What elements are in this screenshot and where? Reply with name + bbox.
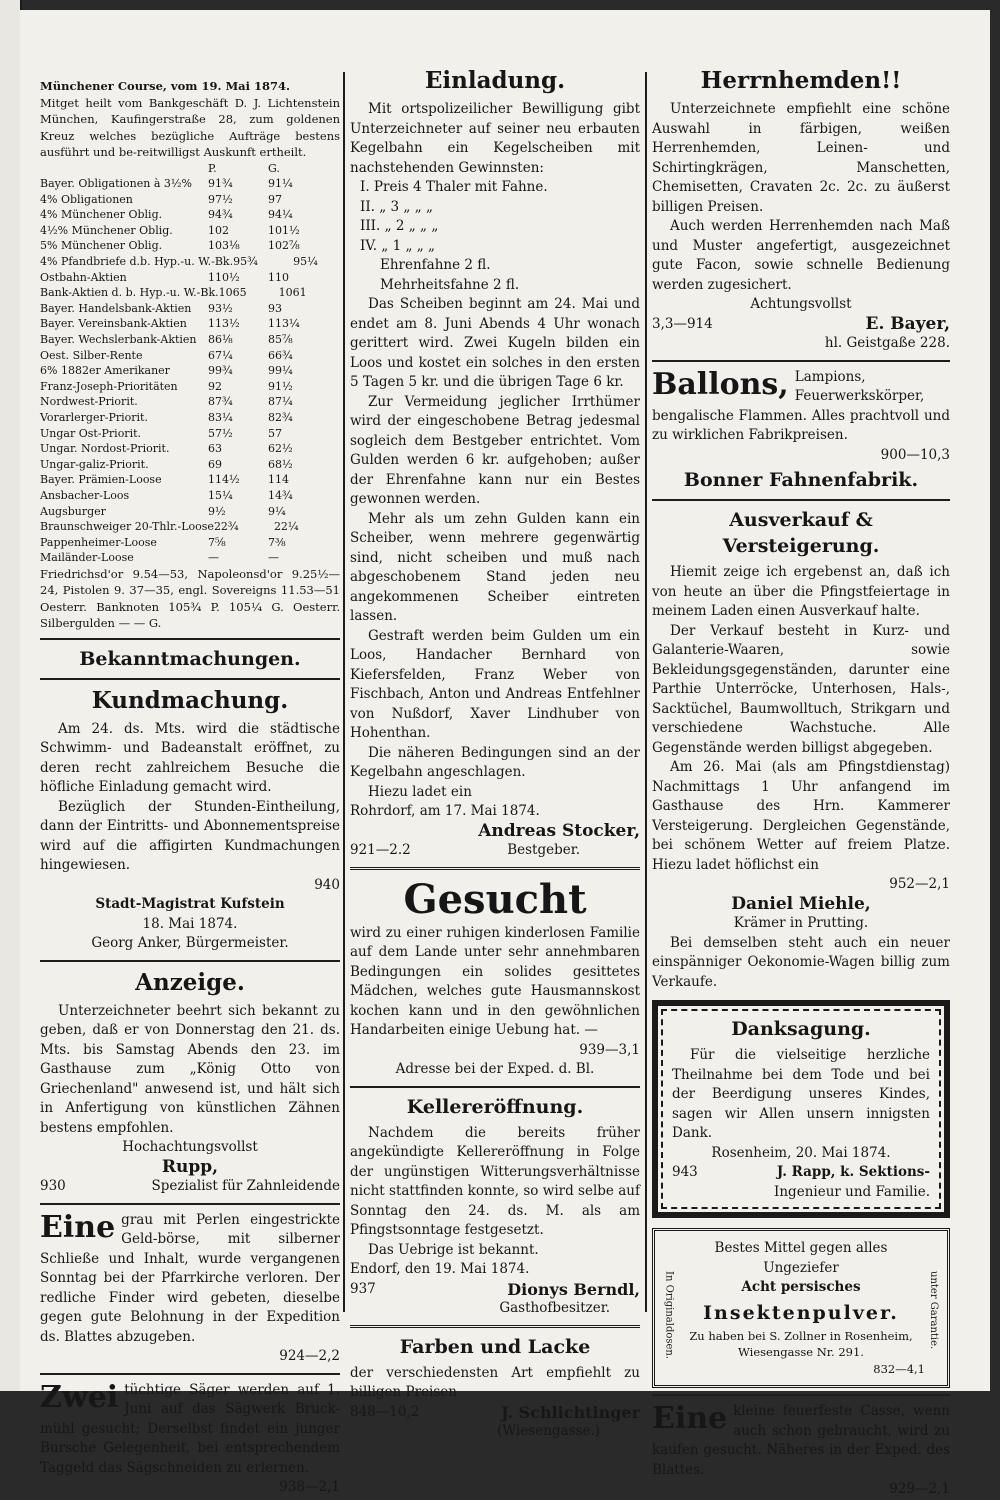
anzeige-greeting: Hochachtungsvollst [122,1139,258,1156]
einladung-text-1: Mit ortspolizeilicher Bewilligung gibt Unterzeichneter auf seiner neu erbauten Kegelbahn ein Kegelscheiben mit nachstehenden Gewinnsten: [350,101,640,176]
rate-p: 69 [208,457,222,471]
insektenpulver-number: 832—4,1 [873,1361,925,1376]
keller-name: Dionys Berndl, [507,1279,640,1299]
rate-g: 22¼ [273,520,299,534]
rate-g: 62½ [268,442,293,456]
eine-ad [40,1211,340,1367]
einladung-invite: Hiezu ladet ein [368,783,472,800]
rate-row [40,519,340,535]
herrnhemden-address: hl. Geistgaße 228. [824,335,950,351]
ballons-number: 900—10,3 [880,446,950,463]
rate-g: 93 [268,301,282,315]
rate-row [40,472,340,488]
rate-name: Bayer. Prämien-Loose [40,473,162,487]
rate-name: Ungar Ost-Priorit. [40,426,142,440]
herrnhemden-greeting: Achtungsvollst [750,296,852,312]
danksagung-date: Rosenheim, 20. Mai 1874. [711,1144,891,1161]
rate-g: 87¼ [268,395,293,409]
rate-p: 57½ [208,426,233,440]
rate-row [40,488,340,504]
zwei-big-word: Zwei [40,1379,119,1415]
danksagung-role: Ingenieur und Familie. [774,1183,930,1200]
rate-row [40,254,340,270]
column-3 [652,60,950,1500]
herrnhemden-text-1: Unterzeichnete empfiehlt eine schöne Auswahl in färbigen, weißen Herrenhemden, Leinen- und Schirtingkrägen, Manschetten, Chemisetten, Cravaten 2c. 2c. zu äußerst billigen Preisen. [652,101,950,215]
rate-g: 91¼ [268,177,293,191]
rate-row [40,285,340,301]
ausverkauf-text-4: Bei demselben steht auch ein neuer einspänniger Oekonomie-Wagen billig zum Verkaufe. [652,934,950,990]
rate-g: 110 [268,270,289,284]
rate-p: 63 [208,442,222,456]
rate-g: 66¾ [268,348,293,362]
rate-g: 85⅞ [268,333,293,347]
anzeige-title: Anzeige. [135,968,245,996]
rate-g: 95¼ [293,255,318,269]
rate-p: 99¾ [208,364,233,378]
einladung-text-5: Gestraft werden beim Gulden um ein Loos, Handacher Bernhard von Kiefersfelden, Franz Weber von Fischbach, Anton und Andreas Entfehlner von Nußdorf, Xaver Lindhuber von Hohenthan. [350,627,640,741]
keller-text-2: Das Uebrige ist bekannt. [368,1241,539,1258]
herrnhemden-name: E. Bayer, [865,313,950,334]
rate-name: Franz-Joseph-Prioritäten [40,379,178,393]
farben-name: J. Schlichtinger [501,1402,640,1422]
ausverkauf-text-1: Hiemit zeige ich ergebenst an, daß ich von heute an über die Pfingstfeiertage in meinem Laden einen Ausverkauf halte. [652,564,950,619]
farben-text: der verschiedensten Art empfiehlt zu billigen Preisen [350,1364,640,1400]
rate-row [40,504,340,520]
kundmachung-name: Georg Anker, Bürgermeister. [91,935,289,952]
rate-g: 94¼ [268,208,293,222]
ballons-text: Lampions, Feuerwerkskörper, bengalische Flammen. Alles prachtvoll und zu wirklichen Fabrikpreisen. [652,368,950,443]
keller-number: 937 [350,1280,376,1297]
rate-p: 92 [208,379,222,393]
danksagung-name: J. Rapp, k. Sektions- [776,1164,930,1180]
rate-name: 5% Münchener Oblig. [40,239,163,253]
prize-item: II. „ 3 „ „ „ [360,198,433,215]
kundmachung-signature: Stadt-Magistrat Kufstein [95,896,285,913]
rate-g: — [268,551,279,565]
rate-name: Bayer. Wechslerbank-Aktien [40,333,197,347]
rate-row [40,457,340,473]
rate-p: 113½ [208,317,240,331]
column-rule-1 [343,72,345,1312]
rate-p: 102 [208,223,229,237]
column-2 [350,60,640,1442]
einladung-text-2: Das Scheiben beginnt am 24. Mai und endet am 8. Juni Abends 4 Uhr wonach gerittert wird. Zwei Kugeln bilden ein Loos und kostet ein solches in den ersten 5 Tagen 5 kr. und die übrigen Tage 6 kr. [350,296,640,390]
eine-text: grau mit Perlen eingestrickte Geld-börse, mit silberner Schließe und Inhalt, wurde vergangenen Sonntag bei der Pfarrkirche verloren. Der redliche Finder wird gebeten, dieselbe gegen gute Belohnung in der Expedition ds. Blattes abzugeben. [40,1211,340,1345]
rate-name: Ungar-galiz-Priorit. [40,457,149,471]
rate-g: 7⅜ [268,535,286,549]
rate-g: 57 [268,426,282,440]
mehrheitsfahne: Mehrheitsfahne 2 fl. [380,276,520,293]
rate-p: 103⅛ [208,239,240,253]
gesucht-address: Adresse bei der Exped. d. Bl. [395,1061,595,1077]
rate-row [40,207,340,223]
kundmachung-text-1: Am 24. ds. Mts. wird die städtische Schwimm- und Badeanstalt eröffnet, zu deren recht zahlreichem Besuche die höfliche Einladung gemacht wird. [40,720,340,796]
ehrenfahne: Ehrenfahne 2 fl. [380,257,491,273]
anzeige-footer [40,1177,340,1197]
gesucht-number: 939—3,1 [579,1041,640,1058]
prize-item: III. „ 2 „ „ „ [360,218,439,234]
zwei-ad [40,1381,340,1498]
einladung-text-3: Zur Vermeidung jeglicher Irrthümer wird der eingeschobene Betrag jedesmal sogleich dem Bestgeber entrichtet. Vom Gulden werden 6 kr. aufgehoben; außer der Ehrenfahne kann nur ein Bestes gewonnen werden. [350,393,640,507]
casse-ad [652,1402,950,1500]
danksagung-footer [672,1163,930,1183]
rate-row [40,176,340,192]
eine-big-word: Eine [40,1209,116,1245]
rate-name: Vorarlerger-Priorit. [40,411,148,424]
rate-g: 101½ [268,223,300,237]
keller-title: Kellereröffnung. [406,1095,584,1118]
rates-table [40,161,340,566]
keller-date: Endorf, den 19. Mai 1874. [350,1261,530,1277]
rate-name: Bayer. Vereinsbank-Aktien [40,317,187,331]
casse-big-word: Eine [652,1401,728,1436]
danksagung-text: Für die vielseitige herzliche Theilnahme bei dem Tode und bei der Beerdigung unseres Kindes, sagen wir Allen unsern innigsten Dank. [672,1047,930,1141]
kundmachung-text-2: Bezüglich der Stunden-Eintheilung, dann der Eintritts- und Abonnementspreise wird auf die affigirten Kundmachungen hingewiesen. [40,798,340,874]
kundmachung-date: 18. Mai 1874. [142,915,238,932]
rate-row [40,394,340,410]
keller-footer [350,1280,640,1300]
rates-col-g: G. [268,161,280,175]
rate-g: 114 [268,473,289,487]
ballons-ad [652,368,950,494]
insektenpulver-left-text: In Originaldosen. [663,1271,675,1360]
rate-name: Mailänder-Loose [40,551,134,565]
rate-name: Bayer. Obligationen à 3½% [40,177,193,191]
rate-row [40,270,340,286]
insektenpulver-right-text: unter Garantie. [928,1271,939,1350]
rates-header: Münchener Course, vom 19. Mai 1874. [40,79,291,93]
kundmachung-number: 940 [314,876,340,893]
rate-name: Pappenheimer-Loose [40,535,157,549]
rate-g: 14¾ [268,488,293,502]
page-left-edge [0,0,22,1391]
column-1 [40,60,340,1498]
casse-text: kleine feuerfeste Casse, wenn auch schon gebraucht, wird zu kaufen gesucht. Näheres in der Exped. des Blattes. [652,1403,950,1478]
insektenpulver-echt: Acht persisches [741,1279,861,1295]
einladung-date: Rohrdorf, am 17. Mai 1874. [350,803,540,819]
rate-row [40,192,340,208]
rate-name: Bayer. Handelsbank-Aktien [40,301,192,315]
keller-text: Nachdem die bereits früher angekündigte Kellereröffnung in Folge der ungünstigen Witterungsverhältnisse nicht stattfinden konnte, so wird selbe auf Sonntag den 24. ds. M. als am Pfingstsonntage festgesetzt. [350,1124,640,1238]
anzeige-number: 930 [40,1178,66,1195]
rate-p: 86⅛ [208,333,233,347]
prize-list [350,178,640,256]
einladung-footer [350,841,640,861]
zwei-number: 938—2,1 [279,1479,340,1496]
rate-name: 4% Pfandbriefe d.b. Hyp.-u. W.-Bk. [40,255,234,269]
rate-p: — [208,551,219,565]
keller-role: Gasthofbesitzer. [499,1300,610,1316]
ausverkauf-text-3: Am 26. Mai (als am Pfingstdienstag) Nachmittags 1 Uhr anfangend im Gasthause des Hrn. Kammerer Versteigerung. Dergleichen Gegenstände, bei schönem Wetter auf freiem Platze. Hiezu ladet höflichst ein [652,759,950,873]
prize-item: I. Preis 4 Thaler mit Fahne. [360,179,548,195]
rate-name: Ostbahn-Aktien [40,270,127,284]
herrnhemden-number: 3,3—914 [652,315,713,332]
danksagung-box [652,1000,950,1218]
rate-g: 113¼ [268,317,300,331]
rate-name: Ungar. Nordost-Priorit. [40,442,170,456]
rate-p: 114½ [208,473,240,487]
ballons-big-word: Ballons, [652,366,789,402]
danksagung-title: Danksagung. [731,1018,871,1040]
insektenpulver-sold: Zu haben bei S. Zollner in Rosenheim, Wiesengasse Nr. 291. [689,1328,913,1359]
farben-number: 848—10,2 [350,1403,420,1420]
rate-p: 9½ [208,504,226,518]
rate-row [40,550,340,566]
einladung-title: Einladung. [424,67,566,94]
farben-title: Farben und Lacke [399,1335,591,1358]
rate-row [40,410,340,426]
rate-row [40,379,340,395]
rate-name: 4% Münchener Oblig. [40,208,163,222]
ausverkauf-name: Daniel Miehle, [731,893,871,914]
rate-p: 87¾ [208,395,233,409]
danksagung-number: 943 [672,1164,698,1180]
rate-name: Ansbacher-Loos [40,488,130,502]
herrnhemden-title: Herrnhemden!! [700,67,902,94]
casse-number: 929—2,1 [889,1481,950,1497]
herrnhemden-footer [652,315,950,335]
insektenpulver-top: Bestes Mittel gegen alles Ungeziefer [714,1240,888,1276]
eine-number: 924—2,2 [279,1348,340,1365]
rate-p: 22¾ [213,520,239,534]
rate-g: 1061 [278,286,307,300]
rate-name: Nordwest-Priorit. [40,395,138,409]
anzeige-text: Unterzeichneter beehrt sich bekannt zu geben, daß er von Donnerstag den 21. ds. Mts. bis Samstag Abends den 23. im Gasthause zum „König Otto von Griechenland" anwesend ist, und hält sich in Anfertigung von künstlichen Zähnen bestens empfohlen. [40,1002,340,1136]
ausverkauf-number: 952—2,1 [889,876,950,892]
anzeige-role: Spezialist für Zahnleidende [151,1178,340,1195]
einladung-number: 921—2.2 [350,842,411,858]
ausverkauf-text-2: Der Verkauf besteht in Kurz- und Galanterie-Waaren, sowie Bekleidungsgegenständen, darunter eine Parthie Unterröcke, Unterhosen, Hals-, Sacktüchel, Baumwolltuch, Strikgarn und verschiedene Wachstuche. Alle Gegenstände werden billigst abgegeben. [652,622,950,756]
rate-p: 15¼ [208,488,233,502]
rate-name: Braunschweiger 20-Thlr.-Loose [40,520,214,534]
rate-row [40,238,340,254]
rates-col-header [40,161,340,177]
rate-row [40,223,340,239]
rate-g: 68½ [268,457,293,471]
rate-g: 91½ [268,379,293,393]
rate-row [40,332,340,348]
rate-p: 91¾ [208,177,233,191]
gesucht-text: wird zu einer ruhigen kinderlosen Familie auf dem Lande unter sehr annehmbaren Bedingungen ein solides gesittetes Mädchen, welches gute Hausmannskost kochen kann und in den gewöhnlichen Handarbeiten einige Uebung hat. — [350,924,640,1038]
prize-item: IV. „ 1 „ „ „ [360,237,436,254]
rate-name: 6% 1882er Amerikaner [40,364,170,378]
rate-p: 67¼ [208,348,233,362]
gesucht-title: Gesucht [403,875,587,923]
rate-p: 93½ [208,301,233,315]
rate-p: 94¾ [208,208,233,222]
einladung-role: Bestgeber. [507,842,580,858]
anzeige-name: Rupp, [161,1156,219,1177]
ausverkauf-title: Ausverkauf & Versteigerung. [722,509,880,557]
rate-row [40,441,340,457]
rate-g: 99¼ [268,364,293,378]
rates-footer: Friedrichsd'or 9.54—53, Napoleonsd'or 9.25½—24, Pistolen 9. 37—35, engl. Sovereigns 11.53—51 Oesterr. Banknoten 105¾ P. 105¼ G. Oesterr. Silbergulden — — G. [40,566,340,631]
rate-name: 4½% Münchener Oblig. [40,223,173,237]
rate-p: 83¼ [208,411,233,424]
rate-g: 97 [268,192,282,206]
rate-p: 97½ [208,192,233,206]
rate-name: Augsburger [40,504,106,518]
insektenpulver-box [652,1228,950,1388]
rate-g: 9¼ [268,504,286,518]
section-title: Bekanntmachungen. [79,647,301,670]
rate-p: 7⅝ [208,535,226,549]
rate-p: 110½ [208,270,240,284]
rate-row [40,426,340,442]
column-rule-2 [645,72,647,1312]
farben-address: (Wiesengasse.) [497,1423,600,1439]
einladung-text-6: Die näheren Bedingungen sind an der Kegelbahn angeschlagen. [350,744,640,780]
herrnhemden-text-2: Auch werden Herrenhemden nach Maß und Muster angefertigt, ausgezeichnet gute Facon, sowie schnelle Bedienung werden zugesichert. [652,218,950,293]
ausverkauf-role: Krämer in Prutting. [733,915,869,931]
zwei-text: tüchtige Säger werden auf 1. Juni auf das Sägwerk Bruck-mühl gesucht; Derselbst findet ein junger Bursche Gelegenheit, bei entsprechendem Taggeld das Sägschneiden zu erlernen. [40,1381,340,1476]
rate-p: 95¾ [233,255,258,269]
rate-name: 4% Obligationen [40,192,133,206]
rate-g: 102⅞ [268,239,300,253]
rate-row [40,535,340,551]
farben-footer [350,1403,640,1423]
bonner-fahnenfabrik: Bonner Fahnenfabrik. [683,469,919,491]
rate-row [40,316,340,332]
rate-g: 82¾ [268,411,293,424]
rates-intro: Mitget heilt vom Bankgeschäft D. J. Lichtenstein München, Kaufingerstraße 28, zum goldenen Kreuz welches bezügliche Aufträge bestens ausführt und be-reitwilligst Auskunft ertheilt. [40,95,340,159]
insektenpulver-title: Insektenpulver. [703,1301,899,1324]
rate-row [40,363,340,379]
kundmachung-title: Kundmachung. [91,686,289,714]
rate-name: Bank-Aktien d. b. Hyp.-u. W.-Bk. [40,286,219,300]
rate-name: Oest. Silber-Rente [40,348,143,362]
rates-col-p: P. [208,161,217,175]
rate-p: 1065 [218,286,247,300]
rate-row [40,301,340,317]
rate-row [40,348,340,364]
einladung-name: Andreas Stocker, [478,820,640,841]
einladung-text-4: Mehr als um zehn Gulden kann ein Scheiber, wenn mehrere gegenwärtig sind, nicht scheiben und muß nach abgeschobenem Stand jeden neu angekommenen Scheiber eintreten lassen. [350,510,640,624]
